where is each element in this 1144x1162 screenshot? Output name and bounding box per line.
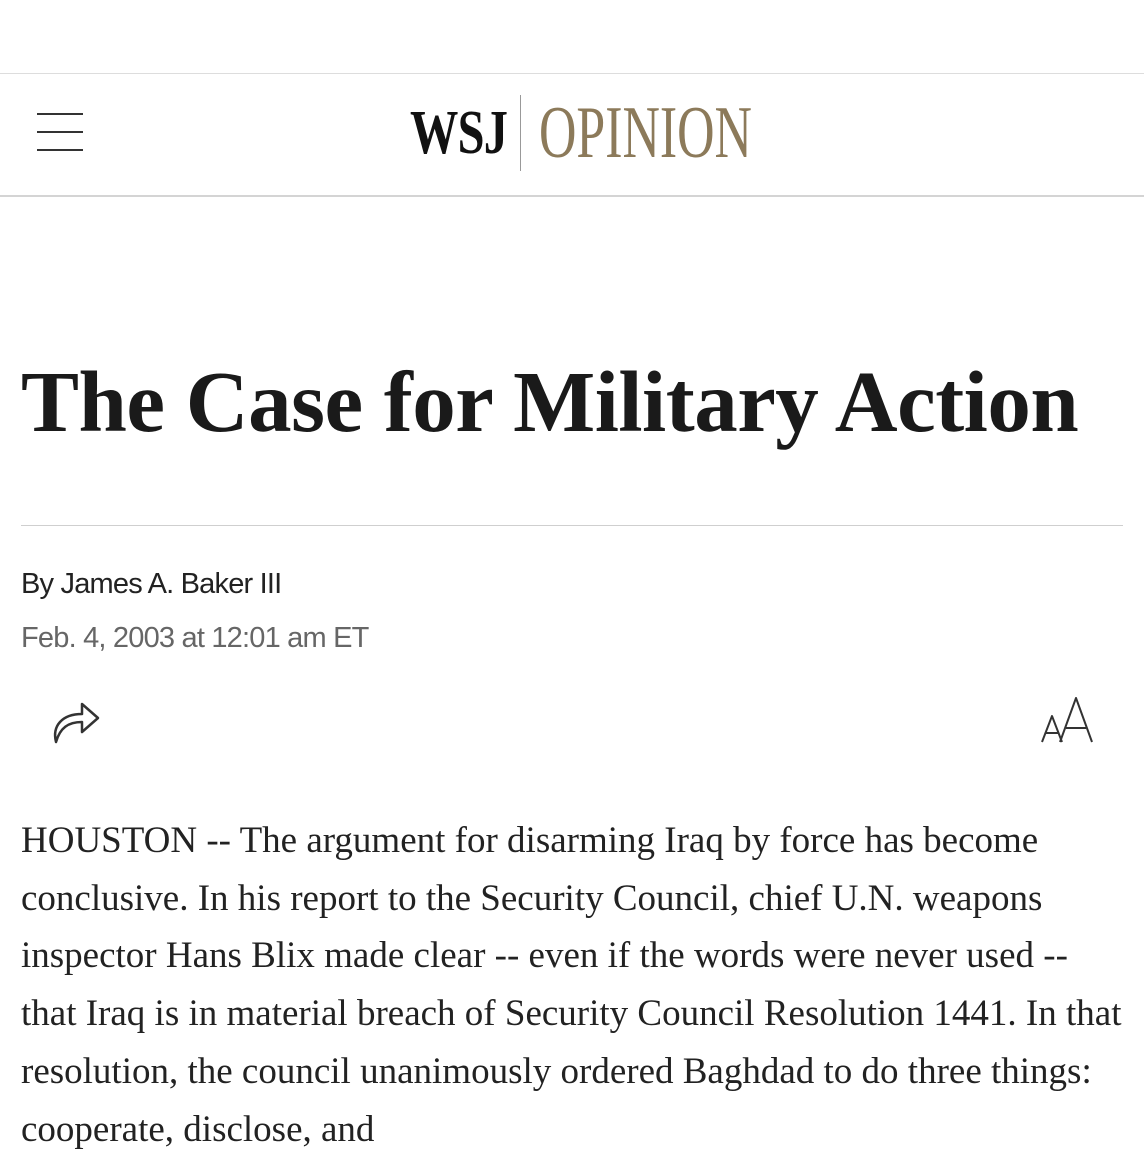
hamburger-menu-icon [37, 113, 83, 115]
headline-divider [21, 525, 1123, 526]
logo-wsj-text: WSJ [410, 99, 508, 167]
byline-prefix: By [21, 568, 61, 600]
share-arrow-icon [40, 688, 112, 754]
article-headline: The Case for Military Action [21, 353, 1079, 450]
article-body-paragraph: HOUSTON -- The argument for disarming Iraq by force has become conclusive. In his report to the Security Council, chief U.N. weapons inspector Hans Blix made clear -- even if the words were never used -- that Iraq is in material breach of Security Council Resolution 1441. In that resolution, the council unanimously ordered Baghdad to do three things: cooperate, disclose, and [21, 820, 1122, 1150]
top-status-bar [0, 0, 1144, 74]
share-button[interactable] [40, 688, 112, 754]
publish-date: Feb. 4, 2003 at 12:01 am ET [21, 622, 369, 654]
logo-section-text: OPINION [539, 92, 752, 174]
menu-button[interactable] [28, 104, 90, 160]
logo-divider [520, 95, 521, 171]
author-link[interactable]: James A. Baker III [60, 568, 282, 600]
text-size-button[interactable] [1030, 688, 1110, 754]
wsj-opinion-logo[interactable] [410, 92, 752, 174]
text-size-icon [1030, 688, 1110, 754]
byline [21, 568, 281, 601]
masthead-header [0, 74, 1144, 197]
